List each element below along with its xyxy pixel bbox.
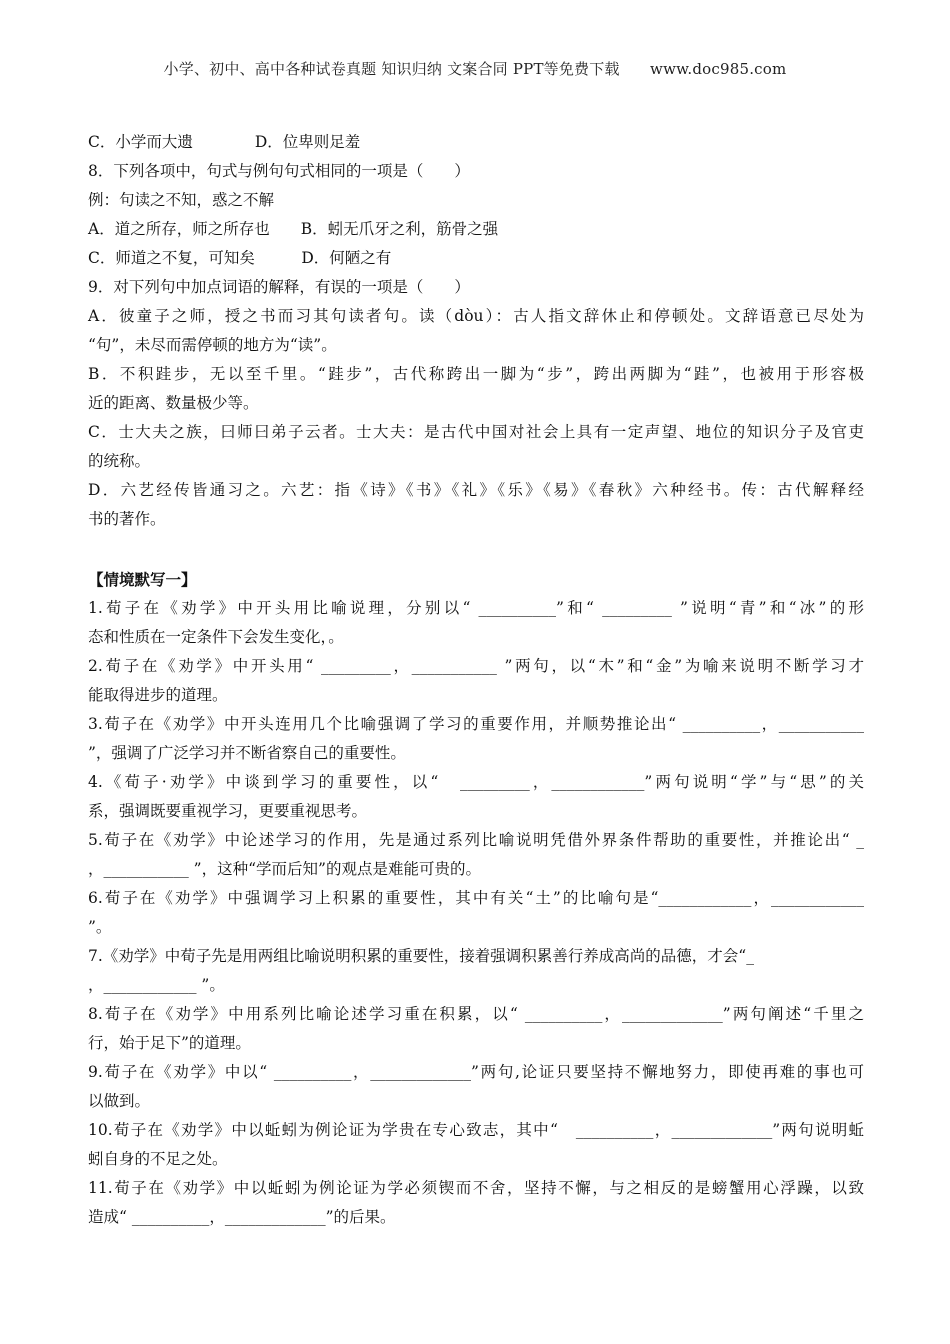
- text-line: 书的著作。: [88, 510, 166, 528]
- text-line: 以做到。: [88, 1092, 151, 1110]
- text-line: D．六艺经传皆通习之。六艺：指《诗》《书》《礼》《乐》《易》《春秋》六种经书。传：古代解释经: [88, 481, 864, 499]
- text-line: ，____________ ”。: [88, 976, 225, 994]
- text-line: 9.荀子在《劝学》中以“ __________，_____________”两句,论证只要坚持不懈地努力，即使再难的事也可: [88, 1063, 864, 1081]
- text-line: “句”，未尽而需停顿的地方为“读”。: [88, 336, 337, 354]
- text-line: 蚓自身的不足之处。: [88, 1150, 228, 1168]
- text-line: 系，强调既要重视学习，更要重视思考。: [88, 802, 368, 820]
- text-line: B．不积跬步，无以至千里。“跬步”，古代称跨出一脚为“步”，跨出两脚为“跬”，也被用于形容极: [88, 365, 864, 383]
- text-line: 态和性质在一定条件下会发生变化，。: [88, 628, 344, 646]
- question-block: [88, 128, 864, 534]
- text-line: C．师道之不复，可知矣 D．何陋之有: [88, 249, 392, 267]
- text-line: 4.《荀子·劝学》中谈到学习的重要性，以“ _________，____________”两句说明“学”与“思”的关: [88, 773, 864, 791]
- document-body: [88, 128, 864, 1232]
- text-line: 2.荀子在《劝学》中开头用“ _________，___________ ”两句，以“木”和“金”为喻来说明不断学习才: [88, 657, 864, 675]
- text-line: 7.《劝学》中荀子先是用两组比喻说明积累的重要性，接着强调积累善行养成高尚的品德，才会“_: [88, 947, 754, 965]
- text-line: 造成“ __________，_____________”的后果。: [88, 1208, 396, 1226]
- text-line: C．士大夫之族，曰师曰弟子云者。士大夫：是古代中国对社会上具有一定声望、地位的知识分子及官吏: [88, 423, 864, 441]
- text-line: 行，始于足下”的道理。: [88, 1034, 251, 1052]
- text-line: 10.荀子在《劝学》中以蚯蚓为例论证为学贵在专心致志，其中“ __________，_____________”两句说明蚯: [88, 1121, 864, 1139]
- text-line: 能取得进步的道理。: [88, 686, 228, 704]
- dictation-block: [88, 594, 864, 1232]
- text-line: A．彼童子之师，授之书而习其句读者句。读（dòu）：古人指文辞休止和停顿处。文辞语意已尽处为: [88, 307, 864, 325]
- text-line: 8．下列各项中，句式与例句句式相同的一项是（ ）: [88, 162, 470, 180]
- spacer: [88, 534, 864, 565]
- text-line: 近的距离、数量极少等。: [88, 394, 259, 412]
- text-line: A．道之所存，师之所存也 B．蚓无爪牙之利，筋骨之强: [88, 220, 499, 238]
- text-line: ”，强调了广泛学习并不断省察自己的重要性。: [88, 744, 406, 762]
- text-line: 5.荀子在《劝学》中论述学习的作用，先是通过系列比喻说明凭借外界条件帮助的重要性，并推论出“ _: [88, 831, 864, 849]
- text-line: 3.荀子在《劝学》中开头连用几个比喻强调了学习的重要作用，并顺势推论出“ __________，___________: [88, 715, 864, 733]
- text-line: C．小学而大遗 D．位卑则足羞: [88, 133, 361, 151]
- text-line: 的统称。: [88, 452, 151, 470]
- page-header: 小学、初中、高中各种试卷真题 知识归纳 文案合同 PPT等免费下载 www.doc985.com: [163, 60, 787, 78]
- text-line: ，___________ ”，这种“学而后知”的观点是难能可贵的。: [88, 860, 481, 878]
- text-line: 1.荀子在《劝学》中开头用比喻说理，分别以“ __________”和“ _________ ”说明“青”和“冰”的形: [88, 599, 864, 617]
- text-line: 11.荀子在《劝学》中以蚯蚓为例论证为学必须锲而不舍，坚持不懈，与之相反的是螃蟹用心浮躁，以致: [88, 1179, 864, 1197]
- text-line: 6.荀子在《劝学》中强调学习上积累的重要性，其中有关“土”的比喻句是“____________，____________: [88, 889, 864, 907]
- text-line: 8.荀子在《劝学》中用系列比喻论述学习重在积累，以“ __________，_____________”两句阐述“千里之: [88, 1005, 864, 1023]
- text-line: 9．对下列句中加点词语的解释，有误的一项是（ ）: [88, 278, 470, 296]
- text-line: ”。: [88, 918, 112, 936]
- text-line: 例：句读之不知，惑之不解: [88, 191, 275, 209]
- section-title: 【情境默写一】: [88, 570, 197, 589]
